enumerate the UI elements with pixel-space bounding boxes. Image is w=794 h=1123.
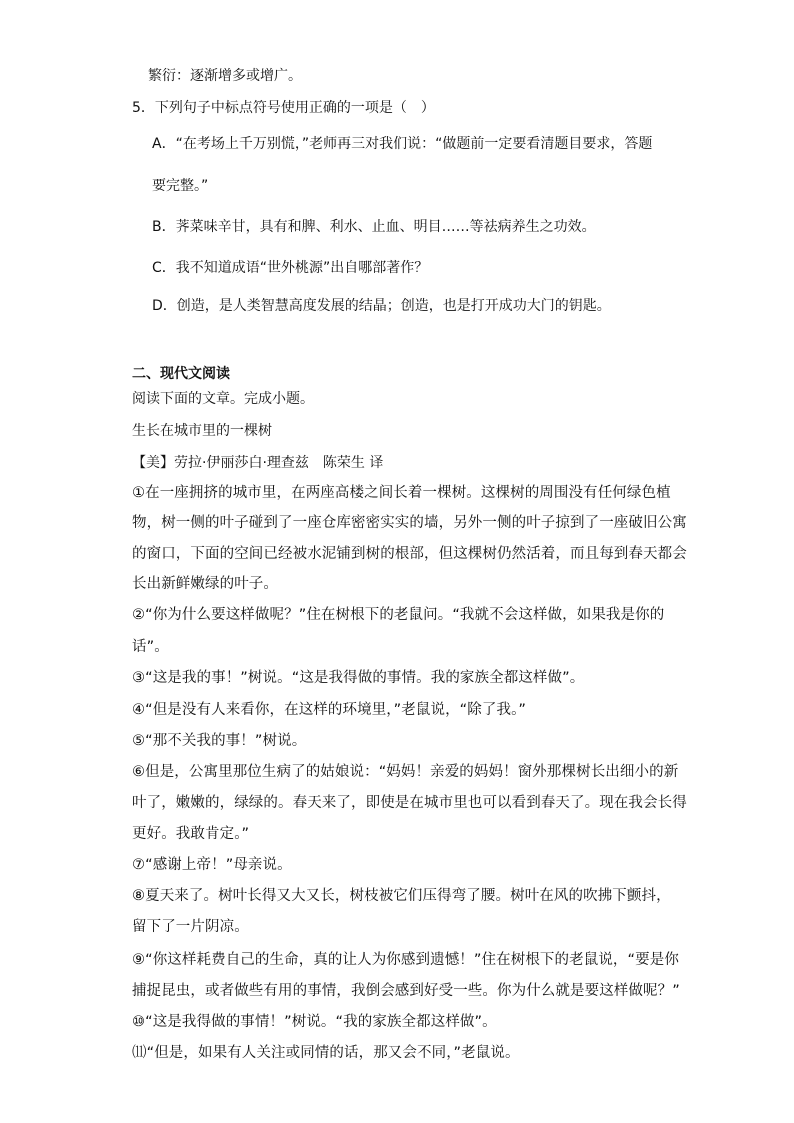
paragraph-line: 留下了一片阴凉。 — [132, 919, 249, 935]
option-a-line2: 要完整。” — [152, 178, 209, 194]
paragraph-line: ⑥但是，公寓里那位生病了的姑娘说：“妈妈！亲爱的妈妈！窗外那棵树长出细小的新 — [132, 764, 679, 780]
option-d: D．创造，是人类智慧高度发展的结晶；创造，也是打开成功大门的钥匙。 — [152, 298, 611, 314]
paragraph-line: 话”。 — [132, 639, 169, 655]
option-a-line1: A．“在考场上千万别慌，”老师再三对我们说：“做题前一定要看清题目要求，答题 — [152, 136, 653, 152]
paragraph-line: 叶了，嫩嫩的，绿绿的。春天来了，即使是在城市里也可以看到春天了。现在我会长得 — [132, 795, 687, 811]
paragraph-line: ③“这是我的事！”树说。“这是我得做的事情。我的家族全都这样做”。 — [132, 670, 585, 686]
section-heading: 二、现代文阅读 — [132, 366, 230, 382]
article-author: 【美】劳拉·伊丽莎白·理查兹 陈荣生 译 — [132, 455, 384, 471]
paragraph-line: ④“但是没有人来看你，在这样的环境里，”老鼠说，“除了我。” — [132, 702, 527, 718]
paragraph-line: ⑾“但是，如果有人关注或同情的话，那又会不同，”老鼠说。 — [132, 1045, 520, 1061]
paragraph-line: 物，树一侧的叶子碰到了一座仓库密密实实的墙，另外一侧的叶子掠到了一座破旧公寓 — [132, 515, 687, 531]
paragraph-line: ⑧夏天来了。树叶长得又大又长，树枝被它们压得弯了腰。树叶在风的吹拂下颤抖， — [132, 888, 671, 904]
paragraph-line: 更好。我敢肯定。” — [132, 826, 250, 842]
reading-instruction: 阅读下面的文章。完成小题。 — [132, 391, 314, 407]
paragraph-line: 的窗口，下面的空间已经被水泥铺到树的根部，但这棵树仍然活着，而且每到春天都会 — [132, 546, 687, 562]
paragraph-line: ⑤“那不关我的事！”树说。 — [132, 733, 307, 749]
paragraph-line: ⑨“你这样耗费自己的生命，真的让人为你感到遗憾！”住在树根下的老鼠说，“要是你 — [132, 952, 679, 968]
top-note: 繁衍：逐渐增多或增广。 — [148, 68, 302, 84]
article-title: 生长在城市里的一棵树 — [132, 423, 272, 439]
paragraph-line: ⑦“感谢上帝！”母亲说。 — [132, 857, 292, 873]
paragraph-line: 捕捉昆虫，或者做些有用的事情，我倒会感到好受一些。你为什么就是要这样做呢？” — [132, 983, 680, 999]
question-5-stem: 5．下列句子中标点符号使用正确的一项是（ ） — [132, 100, 435, 116]
option-b: B．荠菜味辛甘，具有和脾、利水、止血、明目……等祛病养生之功效。 — [152, 219, 596, 235]
paragraph-line: 长出新鲜嫩绿的叶子。 — [132, 576, 278, 592]
paragraph-line: ⑩“这是我得做的事情！”树说。“我的家族全都这样做”。 — [132, 1014, 497, 1030]
paragraph-line: ②“你为什么要这样做呢？”住在树根下的老鼠问。“我就不会这样做，如果我是你的 — [132, 607, 665, 623]
option-c: C．我不知道成语“世外桃源”出自哪部著作？ — [152, 260, 429, 276]
paragraph-line: ①在一座拥挤的城市里，在两座高楼之间长着一棵树。这棵树的周围没有任何绿色植 — [132, 485, 671, 501]
